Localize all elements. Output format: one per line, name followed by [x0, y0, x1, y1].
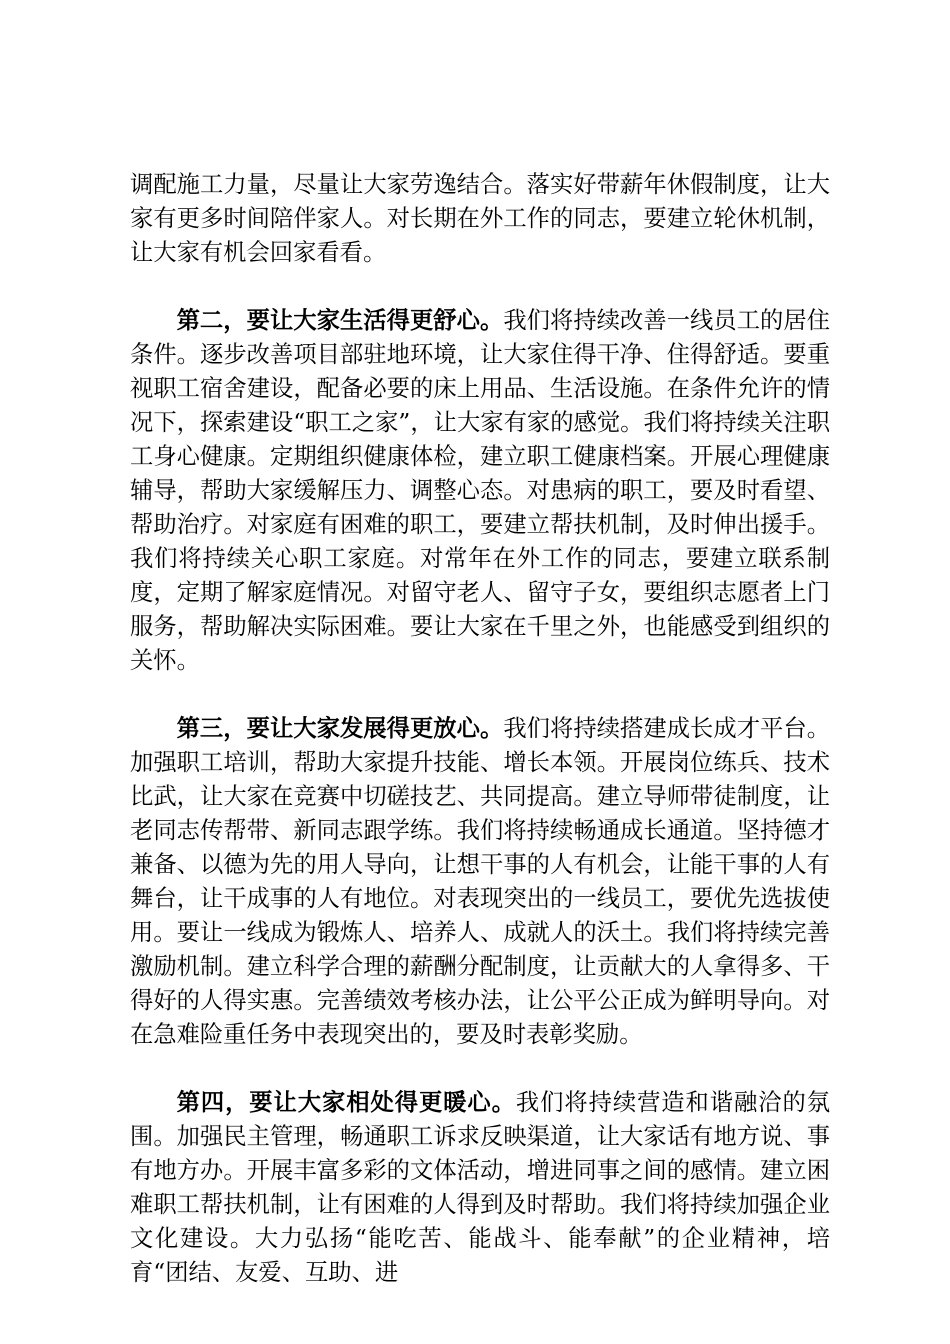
document-page: [130, 168, 830, 1324]
paragraph-body: 我们将持续营造和谐融洽的氛围。加强民主管理，畅通职工诉求反映渠道，让大家话有地方说、事有地方办。开展丰富多彩的文体活动，增进同事之间的感情。建立困难职工帮扶机制，让有困难的人得到及时帮助。我们将持续加强企业文化建设。大力弘扬“能吃苦、能战斗、能奉献”的企业精神，培育“团结、友爱、互助、进: [130, 1089, 831, 1286]
paragraph-heading: 第三，要让大家发展得更放心。: [176, 715, 504, 742]
paragraph-second-point: [130, 304, 830, 678]
paragraph-body: 我们将持续搭建成长成才平台。加强职工培训，帮助大家提升技能、增长本领。开展岗位练兵、技术比武，让大家在竞赛中切磋技艺、共同提高。建立导师带徒制度，让老同志传帮带、新同志跟学练。我们将持续畅通成长通道。坚持德才兼备、以德为先的用人导向，让想干事的人有机会，让能干事的人有舞台，让干成事的人有地位。对表现突出的一线员工，要优先选拔使用。要让一线成为锻炼人、培养人、成就人的沃土。我们将持续完善激励机制。建立科学合理的薪酬分配制度，让贡献大的人拿得多、干得好的人得实惠。完善绩效考核办法，让公平公正成为鲜明导向。对在急难险重任务中表现突出的，要及时表彰奖励。: [130, 715, 831, 1048]
paragraph-body: 调配施工力量，尽量让大家劳逸结合。落实好带薪年休假制度，让大家有更多时间陪伴家人。对长期在外工作的同志，要建立轮休机制，让大家有机会回家看看。: [130, 171, 830, 266]
paragraph-continuation: [130, 168, 830, 270]
paragraph-fourth-point: [130, 1086, 830, 1290]
paragraph-heading: 第四，要让大家相处得更暖心。: [176, 1089, 516, 1116]
paragraph-third-point: [130, 712, 830, 1052]
paragraph-body: 我们将持续改善一线员工的居住条件。逐步改善项目部驻地环境，让大家住得干净、住得舒适。要重视职工宿舍建设，配备必要的床上用品、生活设施。在条件允许的情况下，探索建设“职工之家”，让大家有家的感觉。我们将持续关注职工身心健康。定期组织健康体检，建立职工健康档案。开展心理健康辅导，帮助大家缓解压力、调整心态。对患病的职工，要及时看望、帮助治疗。对家庭有困难的职工，要建立帮扶机制，及时伸出援手。我们将持续关心职工家庭。对常年在外工作的同志，要建立联系制度，定期了解家庭情况。对留守老人、留守子女，要组织志愿者上门服务，帮助解决实际困难。要让大家在千里之外，也能感受到组织的关怀。: [130, 307, 831, 674]
paragraph-heading: 第二，要让大家生活得更舒心。: [176, 307, 504, 334]
